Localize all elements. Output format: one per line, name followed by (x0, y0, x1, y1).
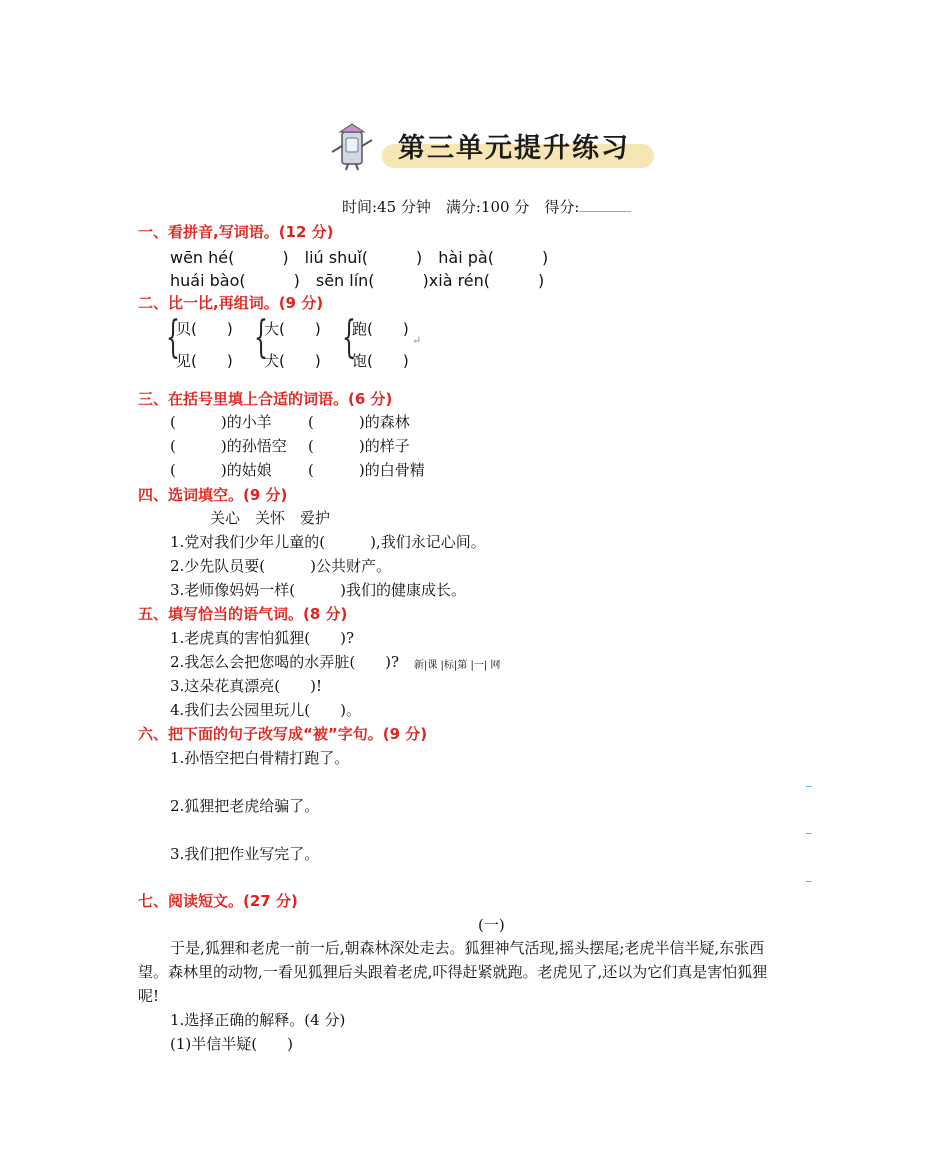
sec6-item-3: 3.我们把作业写完了。 (170, 845, 320, 863)
compare-a-2: 大( ) (264, 320, 321, 338)
section-2-heading: 二、比一比,再组词。(9 分) (138, 294, 324, 312)
sec1-row1: wēn hé( ) liú shuǐ( ) hài pà( ) (170, 248, 549, 267)
word-bank: 关心 关怀 爱护 (210, 509, 331, 527)
sec6-item-2: 2.狐狸把老虎给骗了。 (170, 797, 320, 815)
sec1-row2: huái bào( ) sēn lín( )xià rén( ) (170, 271, 545, 290)
fill-left-2: ( )的孙悟空 (170, 437, 287, 455)
sec5-item-4: 4.我们去公园里玩儿( )。 (170, 701, 362, 719)
score-blank[interactable] (579, 197, 631, 212)
sec5-item-1: 1.老虎真的害怕狐狸( )? (170, 629, 355, 647)
section-6-heading: 六、把下面的句子改写成“被”字句。(9 分) (138, 725, 428, 743)
compare-b-2: 犬( ) (264, 352, 321, 370)
fill-left-1: ( )的小羊 (170, 413, 272, 431)
return-mark-icon: ↵ (412, 334, 422, 347)
compare-b-3: 饱( ) (352, 352, 409, 370)
sec4-item-1: 1.党对我们少年儿童的( ),我们永记心间。 (170, 533, 486, 551)
sec5-item-2: 2.我怎么会把您喝的水弄脏( )? (170, 653, 400, 671)
fill-right-2: ( )的样子 (308, 437, 410, 455)
passage-part-label: (一) (478, 916, 505, 934)
exam-meta-text: 时间:45 分钟 满分:100 分 得分: (342, 198, 580, 216)
brace-icon: { (342, 312, 356, 363)
sec5-item-3: 3.这朵花真漂亮( )! (170, 677, 323, 695)
exam-meta (342, 196, 631, 217)
mascot-icon (328, 122, 376, 172)
page-title: 第三单元提升练习 (398, 133, 630, 164)
passage-line-1: 于是,狐狸和老虎一前一后,朝森林深处走去。狐狸神气活现,摇头摆尾;老虎半信半疑,东张西 (170, 939, 765, 957)
sec4-item-2: 2.少先队员要( )公共财产。 (170, 557, 392, 575)
answer-line (806, 881, 812, 882)
compare-a-3: 跑( ) (352, 320, 409, 338)
brace-icon: { (254, 312, 268, 363)
fill-right-3: ( )的白骨精 (308, 461, 425, 479)
passage-line-2: 望。森林里的动物,一看见狐狸后头跟着老虎,吓得赶紧就跑。老虎见了,还以为它们真是害怕狐狸 (138, 963, 768, 981)
answer-line (806, 833, 812, 834)
watermark-text: 新|课 |标|第 |一| 网 (414, 660, 501, 671)
fill-right-1: ( )的森林 (308, 413, 410, 431)
section-7-heading: 七、阅读短文。(27 分) (138, 892, 298, 910)
answer-line (806, 786, 812, 787)
compare-a-1: 贝( ) (176, 320, 233, 338)
section-4-heading: 四、选词填空。(9 分) (138, 486, 288, 504)
passage-line-3: 呢! (138, 987, 160, 1005)
question-1: 1.选择正确的解释。(4 分) (170, 1011, 346, 1029)
sec6-item-1: 1.孙悟空把白骨精打跑了。 (170, 749, 350, 767)
sec4-item-3: 3.老师像妈妈一样( )我们的健康成长。 (170, 581, 467, 599)
fill-left-3: ( )的姑娘 (170, 461, 272, 479)
section-3-heading: 三、在括号里填上合适的词语。(6 分) (138, 390, 393, 408)
compare-b-1: 见( ) (176, 352, 233, 370)
brace-icon: { (166, 312, 180, 363)
section-1-heading: 一、看拼音,写词语。(12 分) (138, 223, 334, 241)
section-5-heading: 五、填写恰当的语气词。(8 分) (138, 605, 348, 623)
question-1a: (1)半信半疑( ) (170, 1035, 293, 1053)
